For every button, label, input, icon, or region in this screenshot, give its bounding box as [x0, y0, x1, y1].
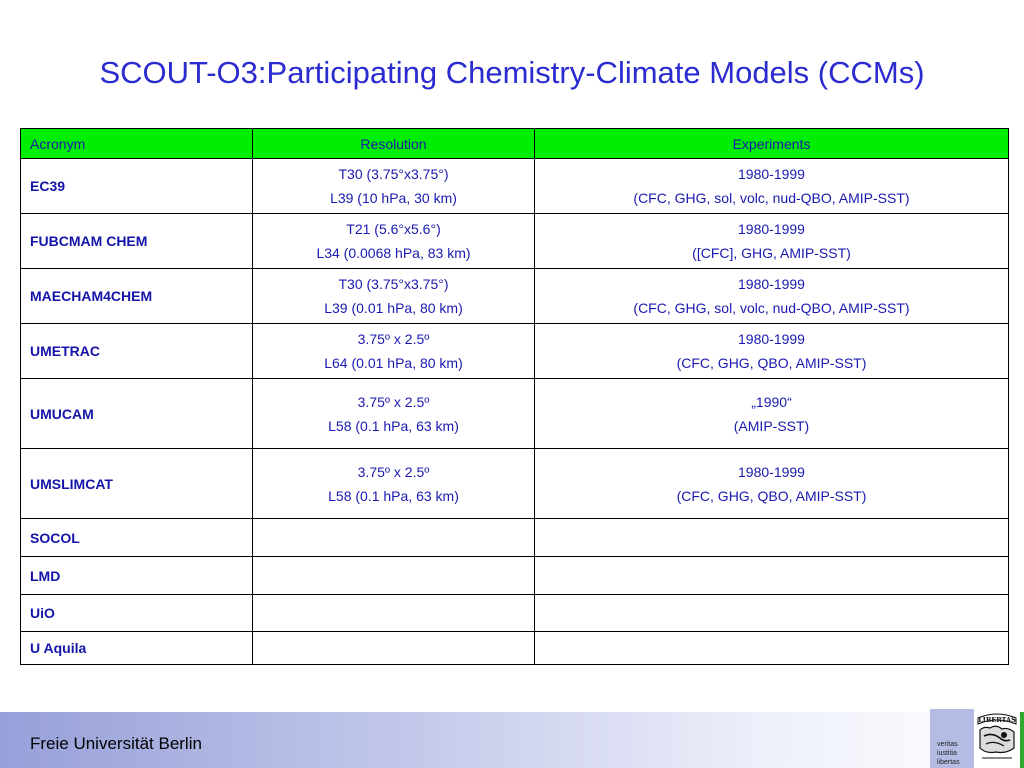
table-row	[21, 519, 1009, 557]
resolution-cell: 3.75º x 2.5º L64 (0.01 hPa, 80 km)	[253, 324, 535, 379]
experiments-cell: 1980-1999 (CFC, GHG, sol, volc, nud-QBO, AMIP-SST)	[535, 159, 1009, 214]
resolution-cell	[253, 595, 535, 632]
header-acronym: Acronym	[21, 129, 253, 159]
acronym-cell: UMUCAM	[21, 379, 253, 449]
acronym-cell: EC39	[21, 159, 253, 214]
acronym-cell: UiO	[21, 595, 253, 632]
table-row	[21, 159, 1009, 214]
experiments-cell: 1980-1999 (CFC, GHG, QBO, AMIP-SST)	[535, 324, 1009, 379]
university-motto: veritas iustitia libertas	[937, 741, 960, 766]
table-row	[21, 449, 1009, 519]
table-row	[21, 632, 1009, 665]
university-seal-icon	[974, 708, 1020, 768]
svg-text:LIBERTAS: LIBERTAS	[978, 716, 1016, 724]
table-row	[21, 379, 1009, 449]
table-row	[21, 324, 1009, 379]
footer-accent-rule	[1020, 712, 1024, 768]
experiments-cell: 1980-1999 (CFC, GHG, sol, volc, nud-QBO, AMIP-SST)	[535, 269, 1009, 324]
acronym-cell: U Aquila	[21, 632, 253, 665]
resolution-cell: 3.75º x 2.5º L58 (0.1 hPa, 63 km)	[253, 449, 535, 519]
acronym-cell: SOCOL	[21, 519, 253, 557]
ccm-table	[20, 128, 1009, 665]
resolution-cell: T30 (3.75°x3.75°) L39 (0.01 hPa, 80 km)	[253, 269, 535, 324]
experiments-cell	[535, 595, 1009, 632]
table-row	[21, 269, 1009, 324]
experiments-cell	[535, 557, 1009, 595]
resolution-cell	[253, 519, 535, 557]
resolution-cell: T30 (3.75°x3.75°) L39 (10 hPa, 30 km)	[253, 159, 535, 214]
acronym-cell: MAECHAM4CHEM	[21, 269, 253, 324]
acronym-cell: UMSLIMCAT	[21, 449, 253, 519]
resolution-cell: 3.75º x 2.5º L58 (0.1 hPa, 63 km)	[253, 379, 535, 449]
acronym-cell: LMD	[21, 557, 253, 595]
acronym-cell: UMETRAC	[21, 324, 253, 379]
resolution-cell	[253, 557, 535, 595]
experiments-cell: 1980-1999 ([CFC], GHG, AMIP-SST)	[535, 214, 1009, 269]
table-header-row	[21, 129, 1009, 159]
experiments-cell: „1990“ (AMIP-SST)	[535, 379, 1009, 449]
header-experiments: Experiments	[535, 129, 1009, 159]
slide-title: SCOUT-O3:Participating Chemistry-Climate Models (CCMs)	[99, 55, 925, 90]
experiments-cell	[535, 519, 1009, 557]
university-name: Freie Universität Berlin	[30, 734, 202, 753]
header-resolution: Resolution	[253, 129, 535, 159]
table-row	[21, 595, 1009, 632]
table-row	[21, 557, 1009, 595]
resolution-cell: T21 (5.6°x5.6°) L34 (0.0068 hPa, 83 km)	[253, 214, 535, 269]
experiments-cell: 1980-1999 (CFC, GHG, QBO, AMIP-SST)	[535, 449, 1009, 519]
resolution-cell	[253, 632, 535, 665]
table-row	[21, 214, 1009, 269]
acronym-cell: FUBCMAM CHEM	[21, 214, 253, 269]
experiments-cell	[535, 632, 1009, 665]
